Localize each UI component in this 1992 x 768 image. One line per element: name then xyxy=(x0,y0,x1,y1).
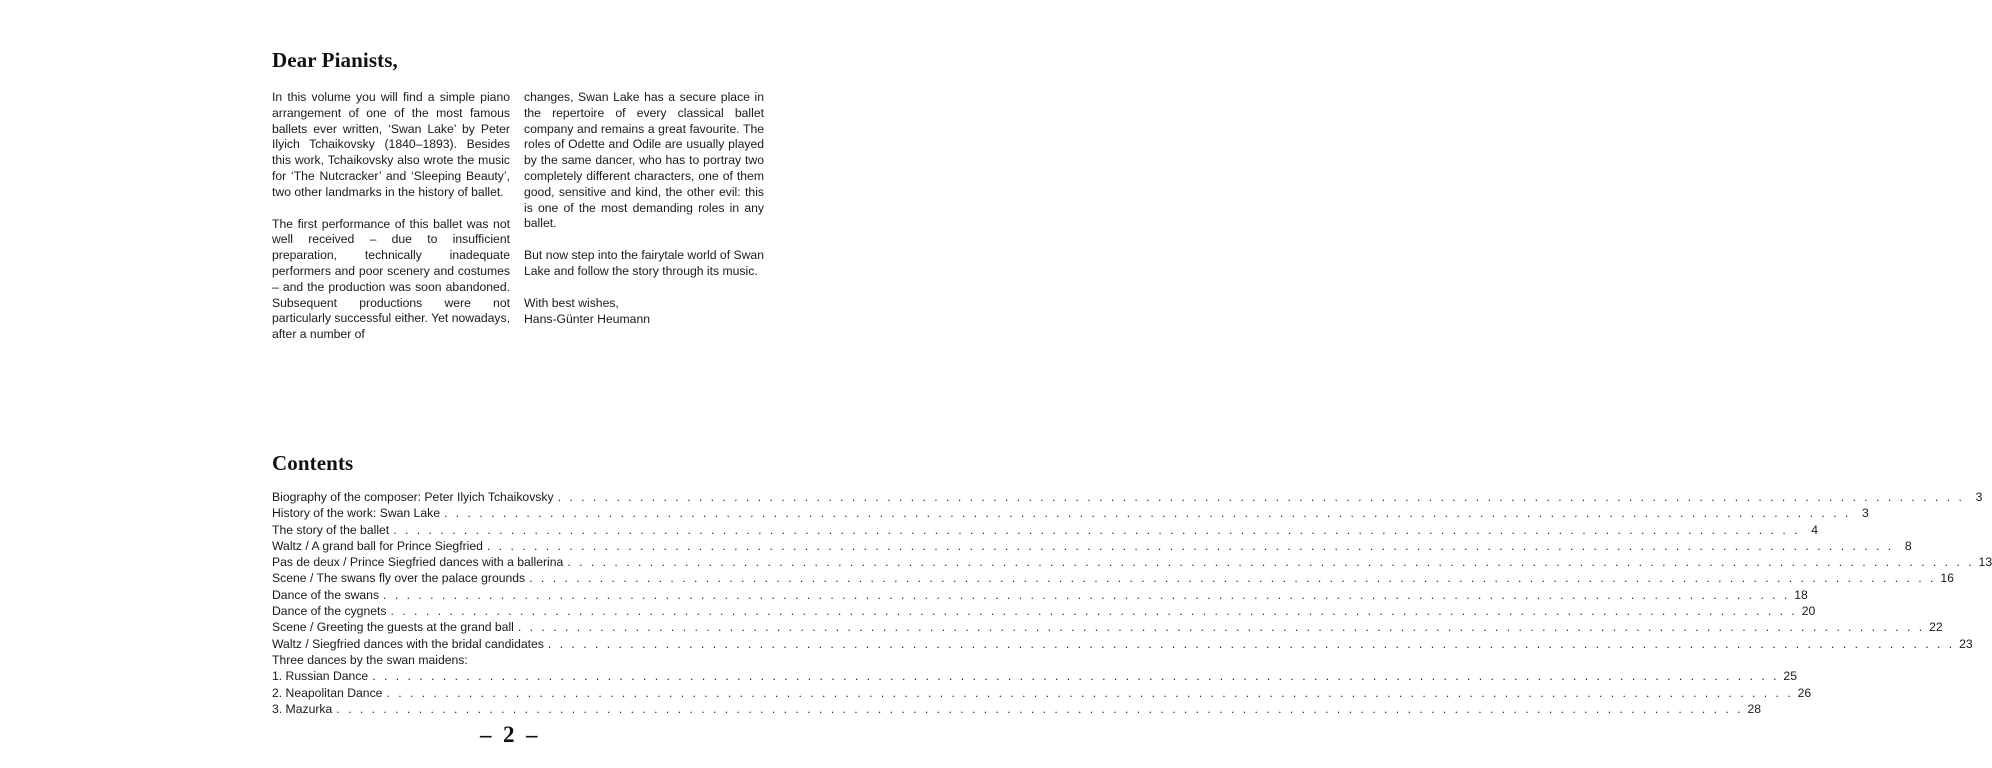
letter-paragraph: changes, Swan Lake has a secure place in the repertoire of every classical ballet company and remains a great favourite. The roles of Odette and Odile are usually played by the same dancer, who has to portray two completely different characters, one of them good, sensitive and kind, the other evil: this is one of the most demanding roles in any ballet. xyxy=(524,90,764,231)
toc-entry-title: Waltz / Siegfried dances with the bridal candidates xyxy=(272,636,544,651)
toc-entry xyxy=(272,538,1912,554)
toc-entry xyxy=(272,522,1818,538)
letter-closing: With best wishes, xyxy=(524,295,619,310)
toc-entry-page: 4 xyxy=(1811,522,1818,537)
toc-entry-title: 1. Russian Dance xyxy=(272,669,369,684)
toc-dot-leader: . . . . . . . . . . . . . . . . . . . . . . . . . . . . . . . . . . . . . . . . . . . . . . . . . . . . . . . . . . . . . . . . . . . . . . . . . . . . . . . . . . . . . . . . . . . . . . . . . . . . . . . . . . . . . . . . . . . . . . . . xyxy=(390,604,1798,619)
toc-entry-title: Dance of the swans xyxy=(272,587,380,602)
toc-entry-page: 22 xyxy=(1929,620,1943,635)
toc-entry xyxy=(272,570,1954,586)
toc-entry xyxy=(272,505,1869,521)
toc-entry-title: Pas de deux / Prince Siegfried dances with a ballerina xyxy=(272,555,564,570)
toc-entry xyxy=(272,603,1816,619)
toc-entry-page: 3 xyxy=(1862,506,1869,521)
toc-entry-page: 25 xyxy=(1783,669,1797,684)
toc-dot-leader: . . . . . . . . . . . . . . . . . . . . . . . . . . . . . . . . . . . . . . . . . . . . . . . . . . . . . . . . . . . . . . . . . . . . . . . . . . . . . . . . . . . . . . . . . . . . . . . . . . . . . . . . . . . . . . . . . . . . . . . . xyxy=(517,620,1925,635)
letter-paragraph: The first performance of this ballet was not well received – due to insufficient preparation, technically inadequate performers and poor scenery and costumes – and the production was soon abandoned. Subsequent productions were not particularly successful either. Yet nowadays, after a number of xyxy=(272,216,510,342)
toc-dot-leader: . . . . . . . . . . . . . . . . . . . . . . . . . . . . . . . . . . . . . . . . . . . . . . . . . . . . . . . . . . . . . . . . . . . . . . . . . . . . . . . . . . . . . . . . . . . . . . . . . . . . . . . . . . . . . . . . . . . . . . . . xyxy=(486,538,1894,553)
toc-entry-page: 3 xyxy=(1975,490,1983,504)
toc-entry-page: 16 xyxy=(1940,571,1954,586)
toc-entry xyxy=(272,619,1943,635)
toc-entry-page: 23 xyxy=(1959,636,1973,651)
toc-entry xyxy=(272,489,1983,505)
toc-entry xyxy=(272,652,764,668)
toc-entry-page: 28 xyxy=(1747,701,1762,716)
letter-paragraph: In this volume you will find a simple piano arrangement of one of the most famous ballets ever written, ‘Swan Lake’ by Peter Ilyich Tchaikovsky (1840–1893). Besides this work, Tchaikovsky also wrote the music for ‘The Nutcracker’ and ‘Sleeping Beauty’, two other landmarks in the history of ballet. xyxy=(272,90,510,199)
toc-entry-title: History of the work: Swan Lake xyxy=(272,506,440,521)
toc-dot-leader: . . . . . . . . . . . . . . . . . . . . . . . . . . . . . . . . . . . . . . . . . . . . . . . . . . . . . . . . . . . . . . . . . . . . . . . . . . . . . . . . . . . . . . . . . . . . . . . . . . . . . . . . . . . . . . . . . . . . . . . . xyxy=(557,490,1965,504)
toc-entry xyxy=(272,554,1992,570)
toc-entry-title: 3. Mazurka xyxy=(272,701,333,716)
toc-dot-leader: . . . . . . . . . . . . . . . . . . . . . . . . . . . . . . . . . . . . . . . . . . . . . . . . . . . . . . . . . . . . . . . . . . . . . . . . . . . . . . . . . . . . . . . . . . . . . . . . . . . . . . . . . . . . . . . . . . . . . . . . xyxy=(372,669,1779,684)
toc-entry-page: 8 xyxy=(1904,538,1912,553)
toc-entry xyxy=(272,685,1812,701)
toc-dot-leader: . . . . . . . . . . . . . . . . . . . . . . . . . . . . . . . . . . . . . . . . . . . . . . . . . . . . . . . . . . . . . . . . . . . . . . . . . . . . . . . . . . . . . . . . . . . . . . . . . . . . . . . . . . . . . . . . . . . . . . . . xyxy=(444,506,1851,521)
letter-sign-off xyxy=(524,296,764,328)
book-page xyxy=(272,0,1992,768)
toc-dot-leader: . . . . . . . . . . . . . . . . . . . . . . . . . . . . . . . . . . . . . . . . . . . . . . . . . . . . . . . . . . . . . . . . . . . . . . . . . . . . . . . . . . . . . . . . . . . . . . . . . . . . . . . . . . . . . . . . . . . . . . . . xyxy=(547,636,1955,651)
toc-entry-page: 20 xyxy=(1801,604,1816,619)
toc-dot-leader: . . . . . . . . . . . . . . . . . . . . . . . . . . . . . . . . . . . . . . . . . . . . . . . . . . . . . . . . . . . . . . . . . . . . . . . . . . . . . . . . . . . . . . . . . . . . . . . . . . . . . . . . . . . . . . . . . . . . . . . . xyxy=(336,701,1744,716)
toc-entry-page: 18 xyxy=(1794,587,1808,602)
toc-entry-page: 13 xyxy=(1978,555,1992,570)
toc-entry xyxy=(272,701,1762,717)
toc-entry-title: Three dances by the swan maidens: xyxy=(272,652,468,667)
toc-entry-title: Dance of the cygnets xyxy=(272,604,387,619)
toc-entry xyxy=(272,587,1808,603)
letter-column-left xyxy=(272,90,510,359)
toc-entry xyxy=(272,668,1797,684)
letter-signature: Hans-Günter Heumann xyxy=(524,311,650,326)
toc-entry-title: 2. Neapolitan Dance xyxy=(272,685,383,700)
letter-paragraph: But now step into the fairytale world of Swan Lake and follow the story through its music. xyxy=(524,248,764,278)
toc-dot-leader: . . . . . . . . . . . . . . . . . . . . . . . . . . . . . . . . . . . . . . . . . . . . . . . . . . . . . . . . . . . . . . . . . . . . . . . . . . . . . . . . . . . . . . . . . . . . . . . . . . . . . . . . . . . . . . . . . . . . . . . . xyxy=(383,587,1790,602)
toc-entry-title: Scene / The swans fly over the palace grounds xyxy=(272,571,526,586)
toc-entry-page: 26 xyxy=(1797,685,1812,700)
toc-dot-leader: . . . . . . . . . . . . . . . . . . . . . . . . . . . . . . . . . . . . . . . . . . . . . . . . . . . . . . . . . . . . . . . . . . . . . . . . . . . . . . . . . . . . . . . . . . . . . . . . . . . . . . . . . . . . . . . . . . . . . . . . xyxy=(529,571,1936,586)
toc-entry-title: Biography of the composer: Peter Ilyich Tchaikovsky xyxy=(272,490,554,504)
toc-entry-title: Waltz / A grand ball for Prince Siegfried xyxy=(272,538,483,553)
toc-entry-title: Scene / Greeting the guests at the grand ball xyxy=(272,620,514,635)
toc-entry-title: The story of the ballet xyxy=(272,522,390,537)
greeting-heading: Dear Pianists, xyxy=(272,48,398,72)
toc-dot-leader: . . . . . . . . . . . . . . . . . . . . . . . . . . . . . . . . . . . . . . . . . . . . . . . . . . . . . . . . . . . . . . . . . . . . . . . . . . . . . . . . . . . . . . . . . . . . . . . . . . . . . . . . . . . . . . . . . . . . . . . . xyxy=(386,685,1794,700)
toc-entry xyxy=(272,636,1973,652)
letter-column-right xyxy=(524,90,764,327)
table-of-contents xyxy=(272,489,1992,717)
toc-dot-leader: . . . . . . . . . . . . . . . . . . . . . . . . . . . . . . . . . . . . . . . . . . . . . . . . . . . . . . . . . . . . . . . . . . . . . . . . . . . . . . . . . . . . . . . . . . . . . . . . . . . . . . . . . . . . . . . . . . . . . . . . xyxy=(393,522,1800,537)
toc-dot-leader: . . . . . . . . . . . . . . . . . . . . . . . . . . . . . . . . . . . . . . . . . . . . . . . . . . . . . . . . . . . . . . . . . . . . . . . . . . . . . . . . . . . . . . . . . . . . . . . . . . . . . . . . . . . . . . . . . . . . . . . . xyxy=(567,555,1975,570)
page-number: – 2 – xyxy=(480,722,538,747)
contents-heading: Contents xyxy=(272,451,354,475)
